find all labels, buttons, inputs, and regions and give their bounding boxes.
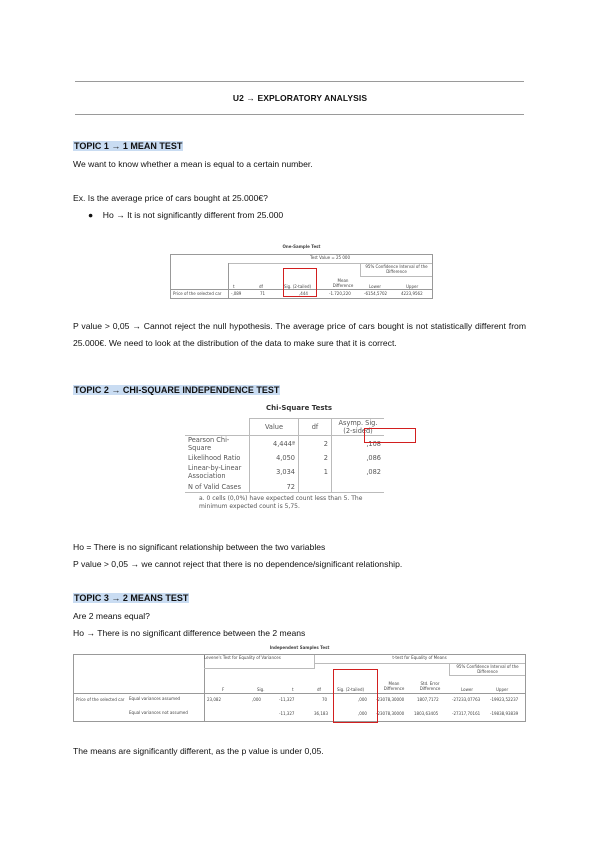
sig-highlight-box	[283, 268, 317, 297]
topic1-conclusion: P value > 0,05 → Cannot reject the null hypothesis. The average price of cars bought is not statistically different from 25.000€. We need to look at the distribution of the data to make sure that it is correct.	[73, 321, 526, 348]
chi-row-df	[299, 481, 332, 493]
ind-r2-mean-diff: -23078,30000	[376, 711, 405, 716]
chi-row-value: 72	[250, 481, 299, 493]
ind-r1-std-err: 1807,7172	[417, 697, 439, 702]
p-value-highlight-box	[333, 669, 378, 723]
chi-row-value: 4,444ª	[250, 436, 299, 453]
topic2-heading: TOPIC 2 → CHI-SQUARE INDEPENDENCE TEST	[74, 385, 280, 395]
ind-r1-df: 70	[322, 697, 328, 702]
ind-r1-t: -11,327	[279, 697, 295, 702]
ind-col-f: F	[222, 687, 225, 692]
one-sample-title: One-Sample Test	[282, 244, 321, 249]
ind-r1-sig2: ,000	[358, 697, 367, 702]
chi-row-label: N of Valid Cases	[185, 481, 250, 493]
ind-col-sig2: Sig. (2-tailed)	[337, 687, 365, 692]
ind-row2-label: Equal variances not assumed	[129, 710, 188, 715]
one-sample-col-upper: Upper	[406, 284, 419, 289]
topic3-heading: TOPIC 3 → 2 MEANS TEST	[74, 593, 189, 603]
top-rule	[75, 81, 524, 82]
chi-square-table	[185, 404, 413, 510]
ind-r1-sig: ,000	[252, 697, 261, 702]
bottom-rule	[75, 114, 524, 115]
asymp-sig-highlight-box	[364, 428, 416, 443]
chi-col-value: Value	[250, 419, 299, 436]
ind-col-upper: Upper	[496, 687, 509, 692]
ind-r2-sig2: ,000	[358, 711, 367, 716]
ind-col-mean-diff: Mean Difference	[383, 681, 405, 691]
one-sample-val-mean-diff: -1.720,220	[329, 291, 351, 296]
one-sample-val-upper: 4223,9562	[401, 291, 423, 296]
ind-r1-upper: -19923,52237	[490, 697, 519, 702]
one-sample-col-mean-diff: Mean Difference	[332, 278, 354, 288]
chi-row-label: Likelihood Ratio	[188, 453, 241, 462]
one-sample-col-sig: Sig. (2-tailed)	[284, 284, 312, 289]
ind-row1-label: Equal variances assumed	[129, 696, 181, 701]
chi-row-df: 1	[299, 463, 332, 481]
chi-row-value: 3,034	[250, 463, 299, 481]
ind-r2-upper: -19838,93839	[490, 711, 519, 716]
chi-col-df: df	[299, 419, 332, 436]
ind-r1-mean-diff: -23078,30000	[376, 697, 405, 702]
independent-ci-header: 95% Confidence Interval of the Difference	[449, 664, 525, 676]
levene-header: Levene's Test for Equality of Variances	[204, 655, 315, 669]
topic1-example: Ex. Is the average price of cars bought at 25.000€?	[73, 193, 268, 203]
topic1-heading: TOPIC 1 → 1 MEAN TEST	[74, 141, 183, 151]
one-sample-col-t: t	[233, 284, 235, 289]
chi-row-df: 2	[299, 436, 332, 453]
page-title: U2 → EXPLORATORY ANALYSIS	[232, 93, 368, 103]
topic3-hypothesis: Ho → There is no significant difference between the 2 means	[73, 628, 306, 638]
topic2-line1: Ho = There is no significant relationship between the two variables	[73, 542, 326, 552]
chi-row-sig: ,082	[332, 463, 385, 481]
chi-row-sig: ,086	[332, 452, 385, 463]
chi-row-value: 4,050	[250, 452, 299, 463]
topic1-intro: We want to know whether a mean is equal to a certain number.	[73, 159, 313, 169]
topic1-bullet-text: Ho → It is not significantly different from 25.000	[102, 210, 284, 220]
one-sample-val-lower: -6154,5702	[364, 291, 388, 296]
one-sample-ci-header: 95% Confidence Interval of the Difference	[360, 264, 432, 277]
ind-var-label: Price of the selected car	[76, 697, 125, 702]
ind-r2-t: -11,327	[279, 711, 295, 716]
one-sample-row-label: Price of the selected car	[173, 291, 222, 296]
independent-title: Independent Samples Test	[269, 645, 330, 650]
one-sample-val-sig: ,444	[299, 291, 308, 296]
independent-samples-table	[73, 645, 526, 722]
topic2-line2: P value > 0,05 → we cannot reject that there is no dependence/significant relationship.	[73, 559, 403, 569]
ind-col-lower: Lower	[461, 687, 473, 692]
topic1-bullet	[88, 210, 283, 220]
one-sample-val-t: -,089	[231, 291, 242, 296]
chi-col-sig: Asymp. Sig. (2-sided)	[332, 419, 385, 436]
chi-square-title: Chi-Square Tests	[265, 404, 333, 412]
chi-row-df: 2	[299, 452, 332, 463]
ind-col-sig: Sig.	[257, 687, 265, 692]
bullet-dot-icon: ●	[88, 210, 94, 220]
one-sample-val-df: 71	[260, 291, 266, 296]
chi-footnote: a. 0 cells (0,0%) have expected count less than 5. The minimum expected count is 5,75.	[199, 495, 363, 510]
one-sample-col-df: df	[259, 284, 263, 289]
ind-r1-f: 23,082	[207, 697, 221, 702]
topic3-conclusion: The means are significantly different, as the p value is under 0,05.	[73, 746, 324, 756]
ind-col-df: df	[317, 687, 321, 692]
ind-r2-df: 36,183	[314, 711, 328, 716]
ind-r2-std-err: 1803,63405	[414, 711, 439, 716]
ttest-header: t-test for Equality of Means	[314, 655, 525, 664]
chi-row-label: Pearson Chi-Square	[188, 436, 230, 452]
ind-col-t: t	[292, 687, 294, 692]
one-sample-col-lower: Lower	[369, 284, 381, 289]
ind-col-std-err: Std. Error Difference	[419, 681, 441, 691]
chi-row-sig	[332, 481, 385, 493]
chi-row-sig: ,108	[332, 436, 385, 453]
ind-r1-lower: -27233,07763	[452, 697, 481, 702]
one-sample-test-value: Test Value = 25 000	[228, 255, 432, 264]
topic3-question: Are 2 means equal?	[73, 611, 150, 621]
ind-r2-lower: -27317,70161	[452, 711, 481, 716]
chi-row-label: Linear-by-Linear Association	[188, 464, 242, 480]
